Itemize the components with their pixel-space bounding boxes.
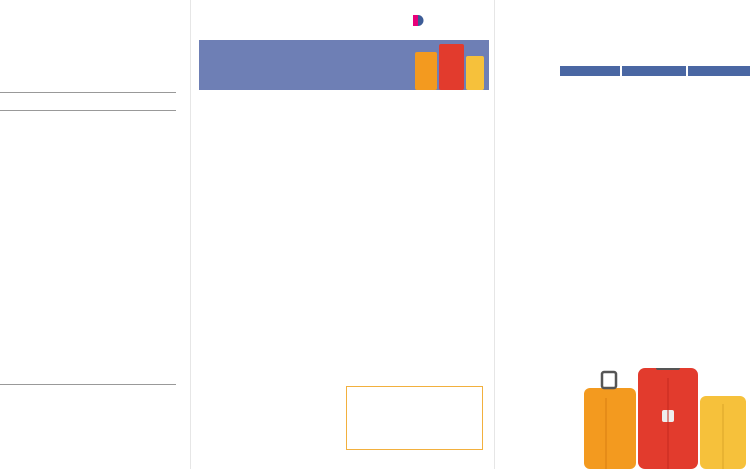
column-header-accu-chek <box>622 66 686 76</box>
certificate-page <box>0 0 182 469</box>
suitcase-orange-icon <box>584 388 636 469</box>
suitcase-yellow-icon <box>466 56 484 90</box>
suitcases-photo <box>576 368 750 469</box>
suitcase-orange-icon <box>415 52 437 90</box>
checklist-page <box>190 0 495 469</box>
date-line <box>0 384 176 385</box>
vacation-service-page <box>500 0 750 469</box>
title-banner <box>199 40 489 90</box>
name-line <box>0 92 176 93</box>
order-box <box>346 386 483 450</box>
column-header-dana <box>688 66 750 76</box>
logo-mark-icon <box>413 15 424 26</box>
column-header-medtronic <box>560 66 620 76</box>
address-line <box>0 110 176 111</box>
suitcase-red-icon <box>439 44 464 90</box>
